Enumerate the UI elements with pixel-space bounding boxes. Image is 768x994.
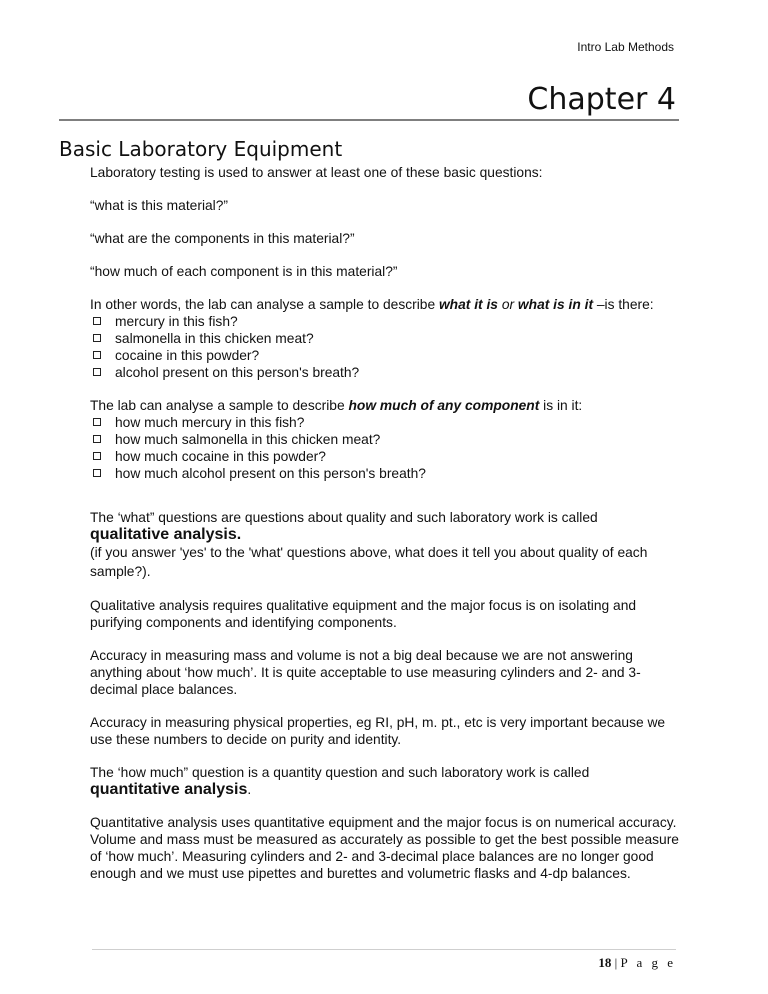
checkbox-bullet-icon [93, 435, 101, 443]
question-3: “how much of each component is in this material?” [90, 264, 398, 279]
checkbox-bullet-icon [93, 351, 101, 359]
qualitative-paragraph-3: Accuracy in measuring physical properties, eg RI, pH, m. pt., etc is very important because we use these numbers to decide on purity and identity. [90, 715, 666, 747]
footer-rule [92, 949, 676, 950]
question-2: “what are the components in this material?” [90, 231, 355, 246]
list-item: salmonella in this chicken meat? [90, 330, 680, 347]
list-item: mercury in this fish? [90, 313, 680, 330]
checkbox-bullet-icon [93, 317, 101, 325]
qualitative-paragraph-2: Accuracy in measuring mass and volume is not a big deal because we are not answering anything about ‘how much’. It is quite acceptable to use measuring cylinders and 2- and 3- decimal place balances. [90, 648, 641, 697]
checkbox-bullet-icon [93, 334, 101, 342]
emphasis-how-much: how much of any component [348, 398, 540, 413]
list-item: how much alcohol present on this person's breath? [90, 465, 680, 482]
quantitative-term: quantitative analysis [90, 781, 248, 798]
what-list [90, 313, 680, 381]
section-title: Basic Laboratory Equipment [59, 137, 343, 161]
qualitative-term: qualitative analysis. [90, 526, 242, 543]
list-item: how much salmonella in this chicken meat? [90, 431, 680, 448]
checkbox-bullet-icon [93, 452, 101, 460]
qualitative-note: (if you answer 'yes' to the 'what' questions above, what does it tell you about quality of each sample?). [90, 545, 648, 579]
emphasis-what-it-is: what it is [438, 297, 498, 312]
page-footer: 18 | P a g e [598, 955, 676, 970]
body-text [90, 164, 680, 882]
header-rule [59, 119, 679, 121]
page-label: P a g e [620, 955, 676, 970]
howmuch-paragraph: The lab can analyse a sample to describe how much of any component is in it: [90, 398, 583, 413]
quantitative-term-line: quantitative analysis. [90, 781, 252, 798]
chapter-title: Chapter 4 [527, 82, 676, 117]
running-header: Intro Lab Methods [577, 40, 674, 54]
qualitative-intro: The ‘what” questions are questions about quality and such laboratory work is called [90, 510, 598, 525]
checkbox-bullet-icon [93, 368, 101, 376]
what-paragraph: In other words, the lab can analyse a sample to describe what it is or what is in it –is there: [90, 297, 654, 312]
question-1: “what is this material?” [90, 198, 229, 213]
page-number: 18 [598, 955, 612, 970]
list-item: how much mercury in this fish? [90, 414, 680, 431]
howmuch-list [90, 414, 680, 482]
checkbox-bullet-icon [93, 418, 101, 426]
emphasis-what-is-in-it: what is in it [517, 297, 594, 312]
quantitative-paragraph-1: Quantitative analysis uses quantitative equipment and the major focus is on numerical accuracy. Volume and mass must be measured as accurately as possible to get the best possible measure of ‘how much’. Measuring cylinders and 2- and 3-decimal place balances are no longer good enough and we must use pipettes and burettes and volumetric flasks and 4-dp balances. [90, 815, 679, 881]
checkbox-bullet-icon [93, 469, 101, 477]
intro-paragraph: Laboratory testing is used to answer at least one of these basic questions: [90, 165, 543, 180]
list-item: cocaine in this powder? [90, 347, 680, 364]
qualitative-paragraph-1: Qualitative analysis requires qualitative equipment and the major focus is on isolating and purifying components and identifying components. [90, 598, 637, 630]
list-item: alcohol present on this person's breath? [90, 364, 680, 381]
quantitative-intro: The ‘how much” question is a quantity question and such laboratory work is called [90, 765, 590, 780]
list-item: how much cocaine in this powder? [90, 448, 680, 465]
